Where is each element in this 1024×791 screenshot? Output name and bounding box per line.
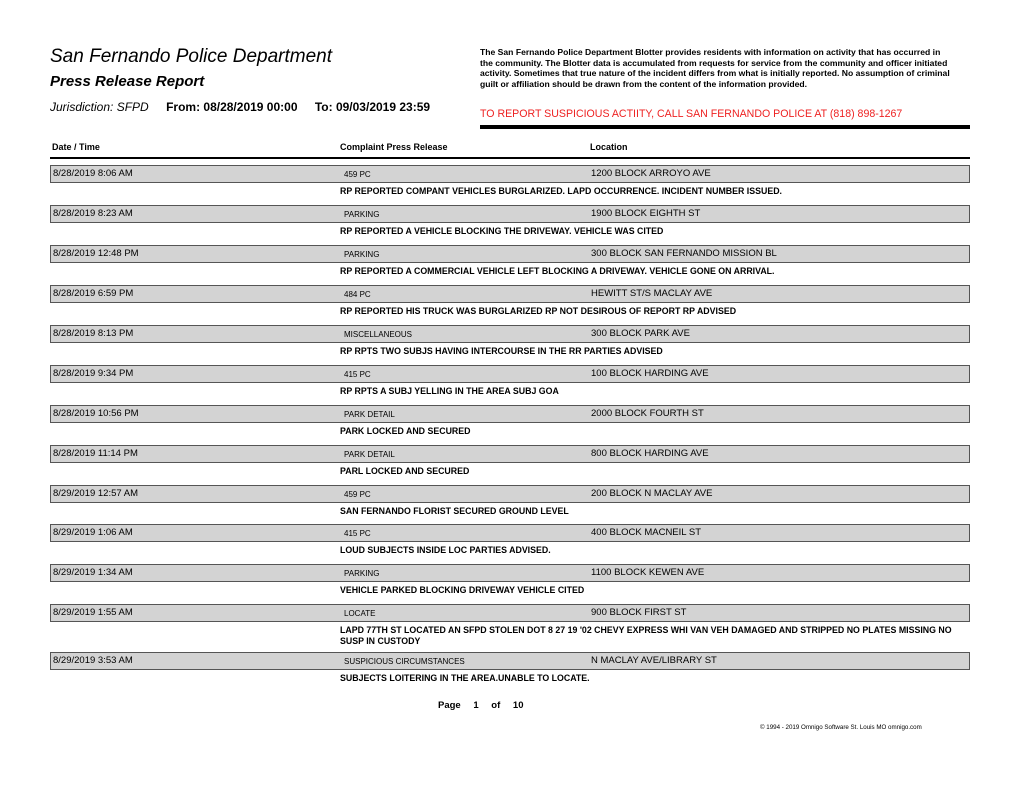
entry-location: N MACLAY AVE/LIBRARY ST [591, 655, 717, 666]
entry-complaint: PARK DETAIL [344, 410, 395, 419]
page-indicator [438, 700, 533, 711]
entry-location: 300 BLOCK SAN FERNANDO MISSION BL [591, 248, 777, 259]
entry-location: 200 BLOCK N MACLAY AVE [591, 488, 713, 499]
jurisdiction-line [50, 100, 444, 114]
blotter-entry [50, 604, 970, 644]
entry-header-row [50, 325, 970, 343]
blotter-entry [50, 652, 970, 692]
entry-datetime: 8/29/2019 1:06 AM [53, 527, 133, 538]
entry-datetime: 8/28/2019 8:23 AM [53, 208, 133, 219]
entry-header-row [50, 245, 970, 263]
from-label: From: [166, 100, 201, 114]
report-title: Press Release Report [50, 73, 205, 90]
copyright-notice: © 1994 - 2019 Omnigo Software St. Louis MO omnigo.com [760, 724, 922, 731]
entry-datetime: 8/28/2019 11:14 PM [53, 448, 138, 459]
entry-complaint: 459 PC [344, 170, 371, 179]
entry-datetime: 8/29/2019 12:57 AM [53, 488, 139, 499]
entry-complaint: PARKING [344, 569, 380, 578]
entry-location: 400 BLOCK MACNEIL ST [591, 527, 701, 538]
entry-datetime: 8/28/2019 9:34 PM [53, 368, 134, 379]
entry-header-row [50, 205, 970, 223]
entry-location: 900 BLOCK FIRST ST [591, 607, 687, 618]
to-value: 09/03/2019 23:59 [335, 100, 431, 114]
entry-summary: PARK LOCKED AND SECURED [340, 426, 471, 436]
entry-datetime: 8/28/2019 8:13 PM [53, 328, 134, 339]
entry-header-row [50, 652, 970, 670]
jurisdiction-value: SFPD [116, 100, 149, 114]
blotter-entry [50, 325, 970, 365]
entry-summary: RP REPORTED A VEHICLE BLOCKING THE DRIVEWAY. VEHICLE WAS CITED [340, 226, 664, 236]
entry-summary: SAN FERNANDO FLORIST SECURED GROUND LEVEL [340, 506, 569, 516]
entry-header-row [50, 604, 970, 622]
entry-datetime: 8/28/2019 8:06 AM [53, 168, 133, 179]
blotter-disclaimer: The San Fernando Police Department Blotter provides residents with information on activity that has occurred in the community. The Blotter data is accumulated from requests for service from the community and officer initiated activity. Sometimes that true nature of the incident differs from what is initially reported. No assumption of criminal guilt or affiliation should be drawn from the content of the information provided. [480, 47, 950, 89]
entry-summary: LOUD SUBJECTS INSIDE LOC PARTIES ADVISED. [340, 545, 551, 555]
entry-header-row [50, 285, 970, 303]
entry-location: 2000 BLOCK FOURTH ST [591, 408, 704, 419]
entry-header-row [50, 405, 970, 423]
entry-header-row [50, 485, 970, 503]
blotter-entry [50, 205, 970, 245]
entry-summary: RP RPTS TWO SUBJS HAVING INTERCOURSE IN THE RR PARTIES ADVISED [340, 346, 663, 356]
entry-complaint: 459 PC [344, 490, 371, 499]
page-label: Page [438, 700, 461, 711]
column-header-location: Location [590, 142, 628, 152]
entry-complaint: MISCELLANEOUS [344, 330, 413, 339]
blotter-entry [50, 445, 970, 485]
entry-complaint: PARK DETAIL [344, 450, 395, 459]
entry-complaint: 415 PC [344, 529, 371, 538]
department-name: San Fernando Police Department [50, 46, 332, 67]
total-pages: 10 [512, 700, 524, 711]
entry-complaint: 484 PC [344, 290, 371, 299]
entry-complaint: 415 PC [344, 370, 371, 379]
entry-summary: LAPD 77TH ST LOCATED AN SFPD STOLEN DOT 8 27 19 '02 CHEVY EXPRESS WHI VAN VEH DAMAGED AND STRIPPED NO PLATES MISSING NO SUSP IN CUSTODY [340, 625, 952, 646]
entry-datetime: 8/28/2019 10:56 PM [53, 408, 139, 419]
entry-header-row [50, 365, 970, 383]
column-header-complaint: Complaint Press Release [340, 142, 448, 152]
entry-location: 1900 BLOCK EIGHTH ST [591, 208, 701, 219]
entry-header-row [50, 165, 970, 183]
blotter-entry [50, 524, 970, 564]
header-divider [480, 125, 970, 129]
entry-complaint: LOCATE [344, 609, 376, 618]
entry-summary: RP RPTS A SUBJ YELLING IN THE AREA SUBJ GOA [340, 386, 559, 396]
entry-location: HEWITT ST/S MACLAY AVE [591, 288, 713, 299]
blotter-entry [50, 365, 970, 405]
entry-location: 100 BLOCK HARDING AVE [591, 368, 709, 379]
to-label: To: [314, 100, 333, 114]
blotter-entry [50, 564, 970, 604]
entry-header-row [50, 445, 970, 463]
blotter-entry [50, 245, 970, 285]
entry-complaint: SUSPICIOUS CIRCUMSTANCES [344, 657, 465, 666]
entry-datetime: 8/28/2019 12:48 PM [53, 248, 139, 259]
page-number: 1 [473, 700, 479, 711]
entry-datetime: 8/29/2019 1:55 AM [53, 607, 133, 618]
entry-header-row [50, 524, 970, 542]
of-label: of [491, 700, 501, 711]
blotter-entry [50, 285, 970, 325]
entry-summary: SUBJECTS LOITERING IN THE AREA.UNABLE TO LOCATE. [340, 673, 590, 683]
from-value: 08/28/2019 00:00 [203, 100, 298, 114]
blotter-entry [50, 485, 970, 525]
blotter-entry [50, 405, 970, 445]
entry-location: 1100 BLOCK KEWEN AVE [591, 567, 705, 578]
column-header-datetime: Date / Time [52, 142, 100, 152]
entry-datetime: 8/28/2019 6:59 PM [53, 288, 134, 299]
entry-datetime: 8/29/2019 1:34 AM [53, 567, 133, 578]
entry-complaint: PARKING [344, 250, 380, 259]
entry-summary: VEHICLE PARKED BLOCKING DRIVEWAY VEHICLE CITED [340, 585, 585, 595]
column-header-divider [50, 157, 970, 159]
entry-summary: RP REPORTED A COMMERCIAL VEHICLE LEFT BLOCKING A DRIVEWAY. VEHICLE GONE ON ARRIVAL. [340, 266, 775, 276]
blotter-entry [50, 165, 970, 205]
entry-location: 800 BLOCK HARDING AVE [591, 448, 709, 459]
entry-datetime: 8/29/2019 3:53 AM [53, 655, 133, 666]
entry-summary: RP REPORTED COMPANT VEHICLES BURGLARIZED. LAPD OCCURRENCE. INCIDENT NUMBER ISSUED. [340, 186, 782, 196]
entry-location: 300 BLOCK PARK AVE [591, 328, 690, 339]
entry-summary: RP REPORTED HIS TRUCK WAS BURGLARIZED RP NOT DESIROUS OF REPORT RP ADVISED [340, 306, 737, 316]
entry-location: 1200 BLOCK ARROYO AVE [591, 168, 711, 179]
jurisdiction-label: Jurisdiction: [50, 100, 114, 114]
entry-complaint: PARKING [344, 210, 380, 219]
entry-summary: PARL LOCKED AND SECURED [340, 466, 470, 476]
entry-header-row [50, 564, 970, 582]
report-warning: TO REPORT SUSPICIOUS ACTIITY, CALL SAN FERNANDO POLICE AT (818) 898-1267 [480, 108, 903, 120]
